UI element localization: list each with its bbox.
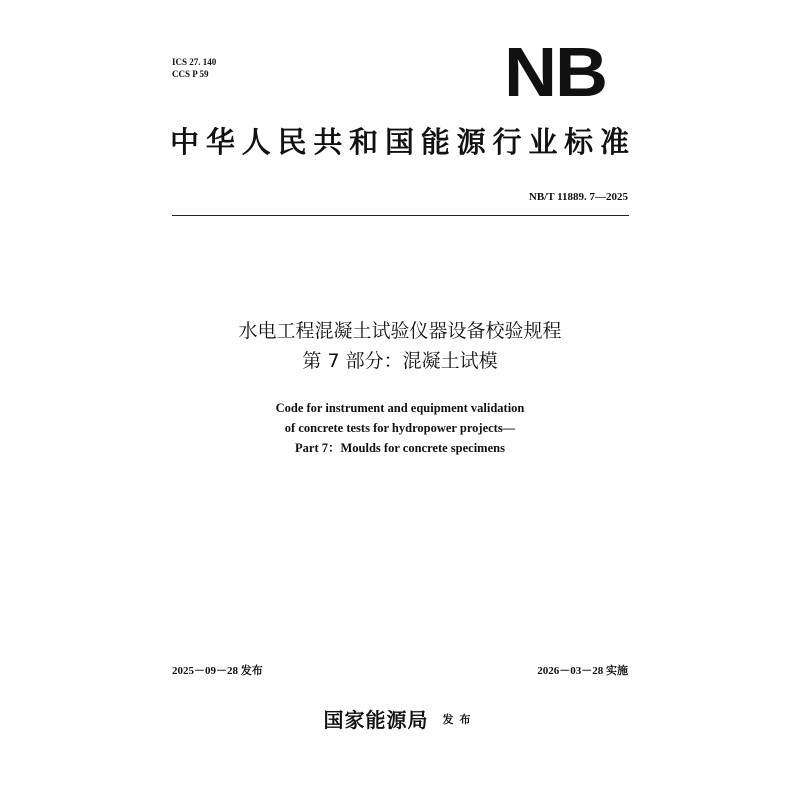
chinese-title-line-2: 第 7 部分：混凝土试模: [302, 350, 498, 372]
english-title: [0, 398, 800, 458]
standard-number: NB/T 11889. 7—2025: [528, 191, 628, 203]
nb-logo: NB: [504, 33, 606, 111]
english-title-line-1: Code for instrument and equipment validation: [275, 401, 525, 415]
chinese-title: [0, 316, 800, 376]
issuer-name: 国家能源局: [323, 708, 429, 732]
implementation-date: 2026－03－28 实施: [537, 665, 628, 677]
issuer-action: 发布: [442, 712, 477, 726]
english-title-line-3: Part 7：Moulds for concrete specimens: [295, 441, 505, 455]
english-title-line-2: of concrete tests for hydropower projects—: [284, 421, 516, 435]
ccs-code: CCS P 59: [172, 69, 209, 79]
chinese-title-line-1: 水电工程混凝土试验仪器设备校验规程: [238, 320, 562, 342]
header-divider: [172, 215, 629, 216]
classification-codes: [172, 56, 216, 80]
standard-category-title: 中华人民共和国能源行业标准: [170, 125, 630, 159]
publish-date: 2025－09－28 发布: [172, 665, 263, 677]
issuer-line: [0, 704, 800, 733]
ics-code: ICS 27. 140: [172, 57, 217, 67]
